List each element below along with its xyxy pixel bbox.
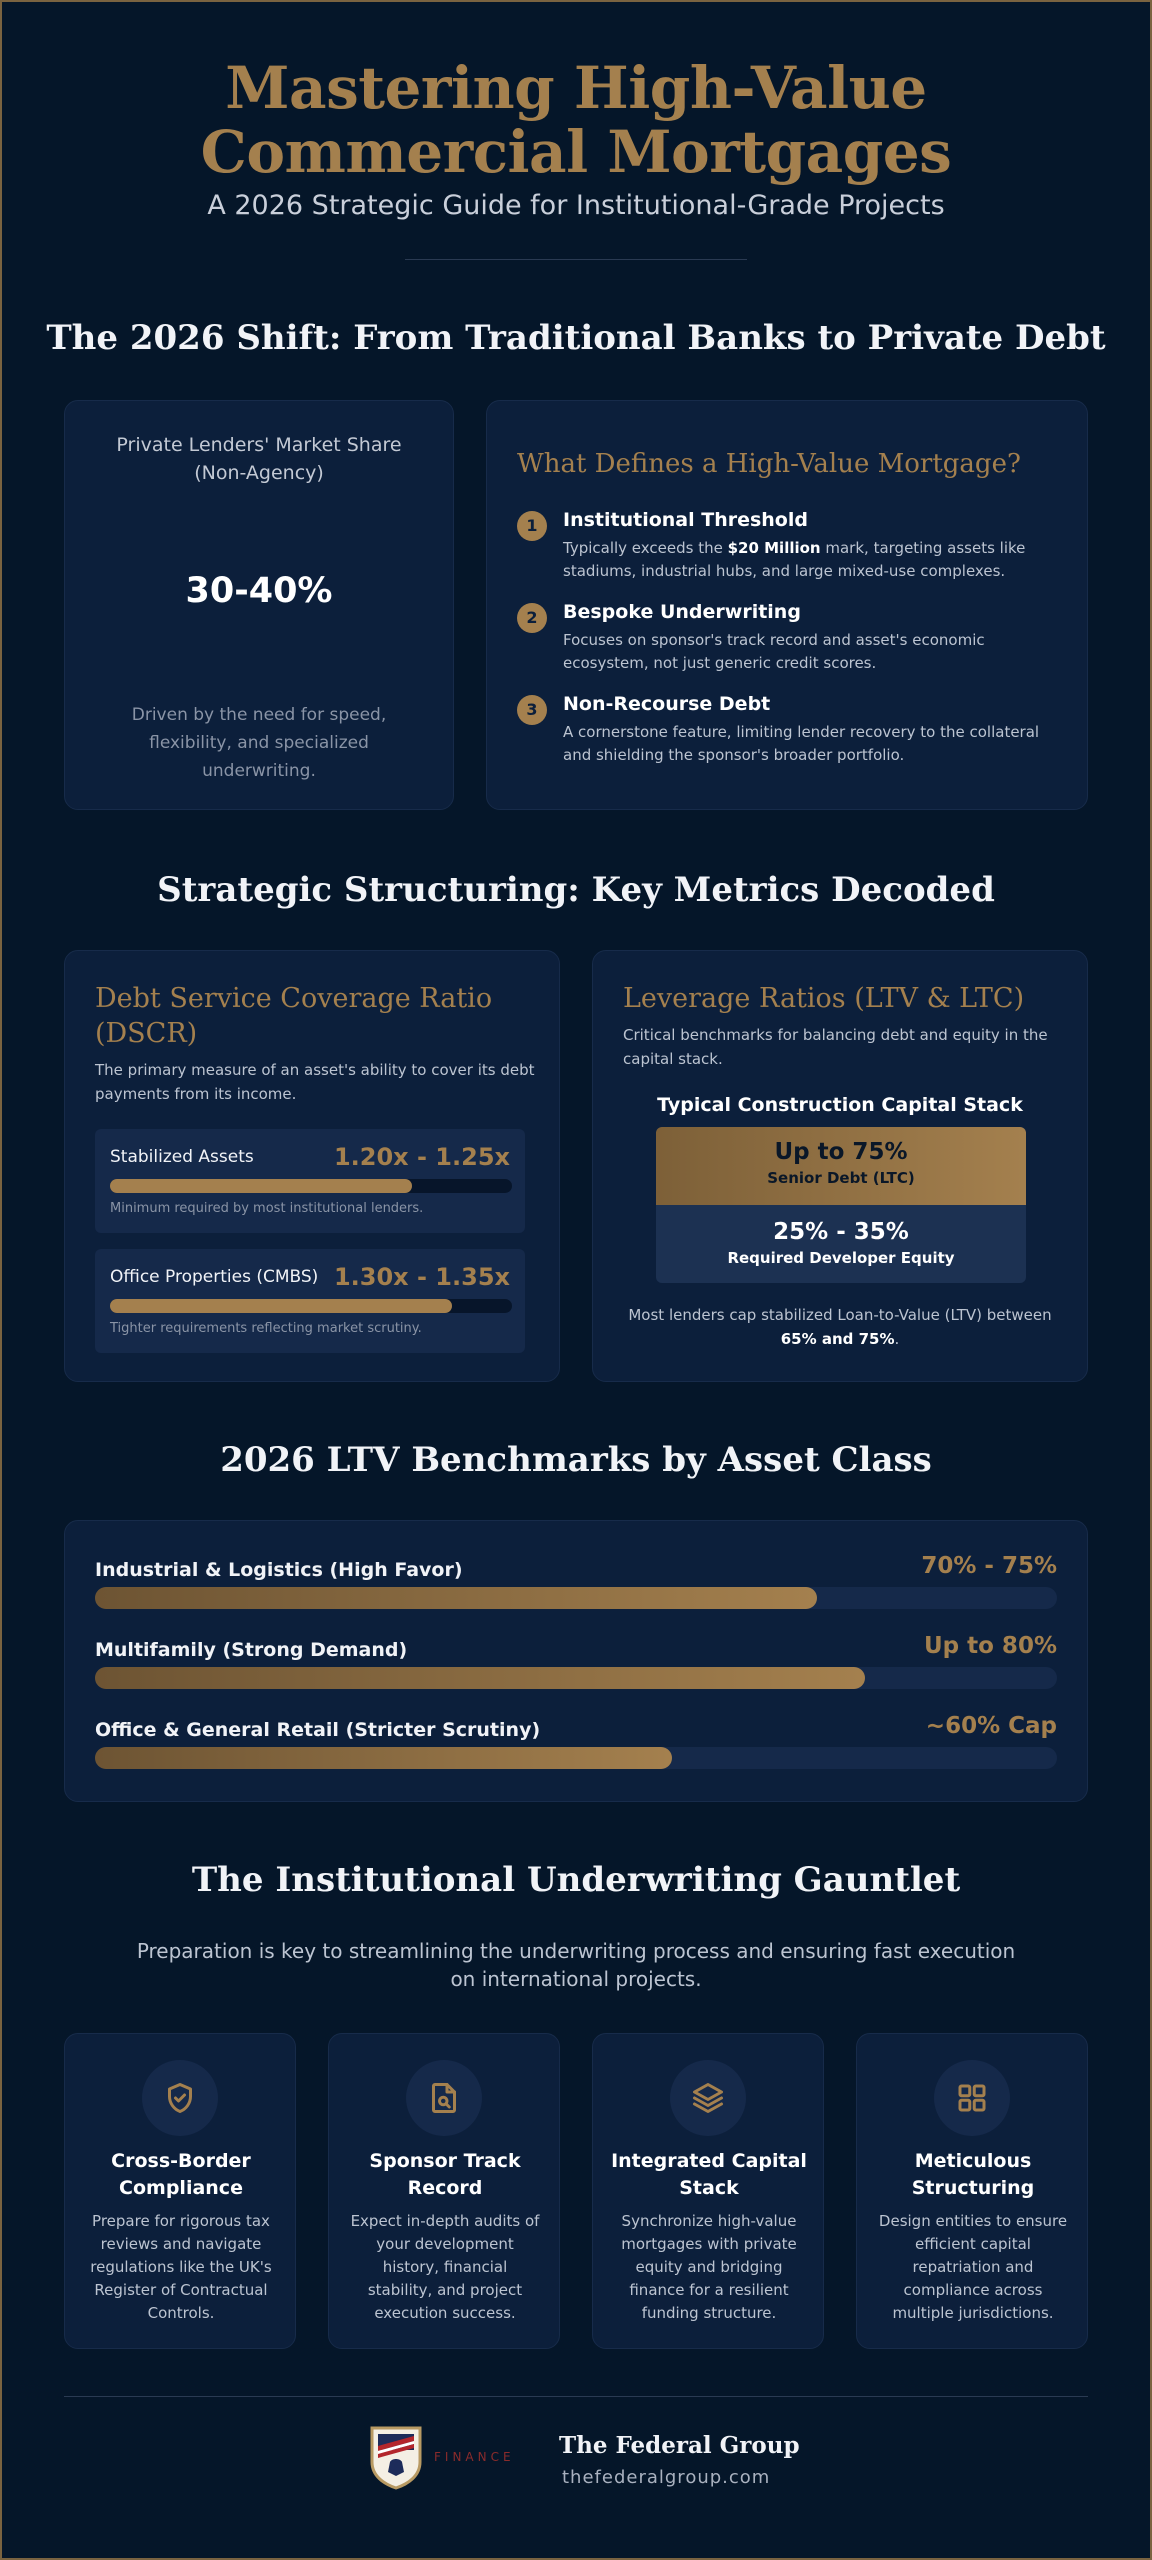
- senior-debt-value: Up to 75%: [774, 1139, 908, 1165]
- dscr-note: Minimum required by most institutional lenders.: [110, 1201, 424, 1216]
- ltv-value: 70% - 75%: [921, 1553, 1057, 1579]
- capital-stack-title: Typical Construction Capital Stack: [657, 1094, 1023, 1116]
- ltv-bar-fill: [95, 1587, 817, 1609]
- grid-icon: [934, 2060, 1010, 2136]
- section-title-shift: The 2026 Shift: From Traditional Banks to Private Debt: [46, 318, 1106, 358]
- dscr-note: Tighter requirements reflecting market scrutiny.: [110, 1321, 422, 1336]
- leverage-card: [592, 950, 1088, 1382]
- market-share-value: 30-40%: [185, 571, 333, 611]
- number-badge: 2: [517, 603, 547, 633]
- market-share-label: Private Lenders' Market Share (Non-Agency): [116, 434, 402, 484]
- equity-label: Required Developer Equity: [727, 1249, 955, 1267]
- pillar-body: Synchronize high-value mortgages with private equity and bridging finance for a resilient funding structure.: [621, 2212, 797, 2322]
- section-title-ltv: 2026 LTV Benchmarks by Asset Class: [220, 1440, 932, 1480]
- dscr-title: Debt Service Coverage Ratio (DSCR): [95, 983, 493, 1049]
- pillar-heading: Sponsor Track Record: [369, 2150, 521, 2199]
- layers-icon: [670, 2060, 746, 2136]
- shield-check-icon: [142, 2060, 218, 2136]
- dscr-progress-fill: [110, 1179, 412, 1193]
- ltv-benchmark-card: [64, 1520, 1088, 1802]
- pillar-body: Prepare for rigorous tax reviews and navigate regulations like the UK's Register of Contractual Controls.: [90, 2212, 272, 2322]
- pillar-body: Design entities to ensure efficient capital repatriation and compliance across multiple jurisdictions.: [878, 2212, 1068, 2322]
- section-title-metrics: Strategic Structuring: Key Metrics Decoded: [157, 870, 995, 910]
- divider: [405, 259, 747, 260]
- footer-divider: [64, 2396, 1088, 2397]
- pillar-heading: Cross-Border Compliance: [111, 2150, 251, 2199]
- ltv-bar-track: [95, 1667, 1057, 1689]
- pillar-heading: Integrated Capital Stack: [611, 2150, 807, 2199]
- ltv-value: Up to 80%: [923, 1633, 1057, 1659]
- ltv-value: ~60% Cap: [925, 1713, 1057, 1739]
- senior-debt-block: [656, 1127, 1026, 1205]
- definition-title: What Defines a High-Value Mortgage?: [517, 449, 1021, 479]
- number-badge: 3: [517, 695, 547, 725]
- definition-heading: Non-Recourse Debt: [563, 693, 771, 715]
- ltv-label: Industrial & Logistics (High Favor): [95, 1559, 463, 1581]
- leverage-description: Critical benchmarks for balancing debt and equity in the capital stack.: [623, 1026, 1048, 1068]
- definition-card: [486, 400, 1088, 810]
- dscr-benchmark: [95, 1249, 525, 1353]
- dscr-progress-track: [110, 1179, 512, 1193]
- pillar-card: [592, 2033, 824, 2349]
- pillar-card: [328, 2033, 560, 2349]
- ltv-bar-track: [95, 1587, 1057, 1609]
- dscr-label: Office Properties (CMBS): [110, 1267, 319, 1287]
- ltv-row: [95, 1633, 1057, 1689]
- dscr-value: 1.30x - 1.35x: [333, 1263, 510, 1291]
- pillar-body: Expect in-depth audits of your development history, financial stability, and project execution success.: [350, 2212, 540, 2322]
- number-badge: 1: [517, 511, 547, 541]
- ltv-bar-fill: [95, 1747, 672, 1769]
- ltv-bar-fill: [95, 1667, 865, 1689]
- document-search-icon: [406, 2060, 482, 2136]
- market-share-card: [64, 400, 454, 810]
- market-share-note: Driven by the need for speed, flexibility, and specialized underwriting.: [131, 705, 387, 781]
- ltv-cap-note: Most lenders cap stabilized Loan-to-Value (LTV) between 65% and 75%.: [628, 1306, 1052, 1348]
- pillar-heading: Meticulous Structuring: [911, 2150, 1035, 2199]
- pillar-card: [64, 2033, 296, 2349]
- ltv-row: [95, 1713, 1057, 1769]
- senior-debt-label: Senior Debt (LTC): [767, 1169, 915, 1187]
- dscr-value: 1.20x - 1.25x: [333, 1143, 510, 1171]
- pillar-card: [856, 2033, 1088, 2349]
- dscr-progress-fill: [110, 1299, 452, 1313]
- definition-heading: Institutional Threshold: [563, 509, 808, 531]
- brand-url: thefederalgroup.com: [562, 2467, 771, 2488]
- ltv-label: Office & General Retail (Stricter Scrutiny): [95, 1719, 541, 1741]
- definition-body: Typically exceeds the $20 Million mark, targeting assets like stadiums, industrial hubs, and large mixed-use complexes.: [563, 539, 1026, 580]
- section-title-gauntlet: The Institutional Underwriting Gauntlet: [191, 1860, 961, 1900]
- page-title: Mastering High-Value Commercial Mortgages: [200, 54, 952, 186]
- dscr-card: [64, 950, 560, 1382]
- dscr-label: Stabilized Assets: [110, 1147, 254, 1167]
- logo-wordmark: FINANCE: [434, 2450, 515, 2464]
- definition-body: A cornerstone feature, limiting lender recovery to the collateral and shielding the sponsor's broader portfolio.: [563, 723, 1040, 764]
- page-subtitle: A 2026 Strategic Guide for Institutional-Grade Projects: [207, 190, 945, 221]
- dscr-progress-track: [110, 1299, 512, 1313]
- ltv-bar-track: [95, 1747, 1057, 1769]
- federal-group-logo: [368, 2424, 424, 2490]
- ltv-label: Multifamily (Strong Demand): [95, 1639, 408, 1661]
- dscr-benchmark: [95, 1129, 525, 1233]
- definition-heading: Bespoke Underwriting: [563, 601, 801, 623]
- gauntlet-lead: Preparation is key to streamlining the underwriting process and ensuring fast execution on international projects.: [136, 1939, 1016, 1991]
- ltv-row: [95, 1553, 1057, 1609]
- dscr-description: The primary measure of an asset's ability to cover its debt payments from its income.: [95, 1061, 535, 1103]
- equity-block: [656, 1205, 1026, 1283]
- equity-value: 25% - 35%: [773, 1219, 909, 1245]
- definition-body: Focuses on sponsor's track record and asset's economic ecosystem, not just generic credit scores.: [563, 631, 985, 672]
- leverage-title: Leverage Ratios (LTV & LTC): [623, 983, 1025, 1014]
- brand-name: The Federal Group: [559, 2432, 800, 2459]
